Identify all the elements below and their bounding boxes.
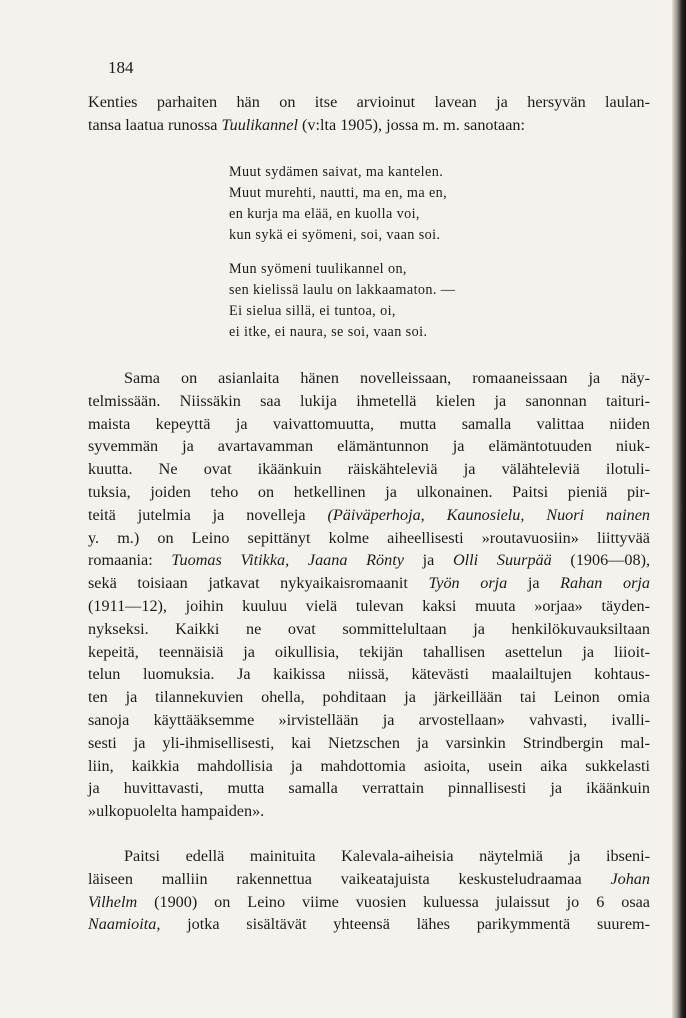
text-line: sanoja käyttääksemme »irvistellään ja arvostellaan» vahvasti, ivalli- (88, 710, 650, 729)
poem-line: en kurja ma elää, en kuolla voi, (229, 206, 420, 222)
text-line: y. m.) on Leino sepittänyt kolme aiheellisesti »routavuosiin» liittyvää (88, 528, 650, 547)
text-line: tansa laatua runossa Tuulikannel (v:lta 1905), jossa m. m. sanotaan: (88, 115, 525, 134)
body-paragraph (88, 367, 650, 823)
italic-title: Olli Suurpää (452, 551, 552, 570)
text-line: sekä toisiaan jatkavat nykyaikaisromaanit Työn orja ja Rahan orja (88, 574, 650, 593)
italic-title: Vilhelm (88, 892, 138, 911)
poem-line: Muut murehti, nautti, ma en, ma en, (229, 185, 448, 201)
intro-paragraph (88, 91, 650, 137)
text-line: ten ja tilannekuvien ohella, pohditaan ja järkeillään tai Leinon omia (88, 688, 650, 707)
poem-line: ei itke, ei naura, se soi, vaan soi. (229, 324, 428, 340)
text-line: kepeitä, teennäisiä ja oikullisia, tekijän tahallisen asettelun ja liioit- (88, 642, 650, 661)
text-line: »ulkopuolelta hampaiden». (88, 802, 265, 821)
italic-title: Työn orja (428, 574, 508, 593)
poem-line: Ei sielua sillä, ei tuntoa, oi, (229, 303, 396, 319)
text-line: (1911—12), joihin kuuluu vielä tulevan kaksi muuta »orjaa» täyden- (88, 596, 650, 615)
poem-line: Mun syömeni tuulikannel on, (229, 261, 407, 277)
text-line: Paitsi edellä mainituita Kalevala-aiheisia näytelmiä ja ibseni- (124, 847, 650, 865)
text-line: maista kepeyttä ja vaivattomuutta, mutta samalla valittaa niiden (88, 414, 650, 433)
text-line: telmissään. Niissäkin saa lukija ihmetellä kielen ja sanonnan taituri- (88, 391, 650, 410)
poem-line: sen kielissä laulu on lakkaamaton. — (229, 282, 456, 298)
italic-title: (Päiväperhoja, Kaunosielu, Nuori nainen (327, 505, 650, 524)
italic-title: Tuulikannel (221, 115, 298, 134)
text-line: syvemmän ja avartavamman elämäntunnon ja elämäntotuuden niuk- (88, 437, 650, 456)
text-line: kuutta. Ne ovat ikäänkuin räiskähteleviä ja välähteleviä ilotuli- (88, 460, 650, 479)
italic-title: Rahan orja (560, 574, 650, 593)
text-line: Kenties parhaiten hän on itse arvioinut lavean ja hersyvän laulan- (88, 93, 650, 111)
text-line: liin, kaikkia mahdollisia ja mahdottomia asioita, usein aika sukkelasti (88, 756, 650, 775)
text-line: teitä jutelmia ja novelleja (Päiväperhoja, Kaunosielu, Nuori nainen (88, 505, 650, 524)
text-line: romaania: Tuomas Vitikka, Jaana Rönty ja Olli Suurpää (1906—08), (88, 551, 651, 570)
closing-paragraph (88, 845, 650, 936)
text-line: Naamioita, jotka sisältävät yhteensä lähes parikymmentä suurem- (88, 915, 650, 934)
italic-title: Johan (610, 869, 650, 888)
italic-title: Tuomas Vitikka, Jaana Rönty (171, 551, 404, 570)
poem-line: kun sykä ei syömeni, soi, vaan soi. (229, 227, 441, 243)
page-number: 184 (108, 58, 134, 77)
text-line: tuksia, joiden teho on hetkellinen ja ulkonainen. Paitsi pieniä pir- (88, 482, 650, 501)
poem-line: Muut sydämen saivat, ma kantelen. (229, 164, 444, 180)
text-line: telun luomuksia. Ja kaikissa niissä, kätevästi maalailtujen kohtaus- (88, 665, 650, 684)
page-edge-shadow (672, 0, 686, 1018)
text-line: Sama on asianlaita hänen novelleissaan, romaaneissaan ja näy- (124, 369, 650, 387)
text-line: sesti ja yli-ihmisellisesti, kai Nietzschen ja varsinkin Strindbergin mal- (88, 733, 650, 752)
text-line: Vilhelm (1900) on Leino viime vuosien kuluessa julaissut jo 6 osaa (88, 892, 650, 911)
italic-title: Naamioita, (88, 915, 161, 934)
text-line: ja huvittavasti, mutta samalla verrattain pinnallisesti ja ikäänkuin (88, 779, 650, 798)
text-line: nykseksi. Kaikki ne ovat sommittelultaan ja henkilökuvauksiltaan (88, 619, 650, 638)
poem-stanza-1 (229, 162, 609, 246)
text-line: läiseen malliin rakennettua vaikeatajuista keskusteludraamaa Johan (88, 869, 650, 888)
poem-stanza-2 (229, 259, 609, 343)
